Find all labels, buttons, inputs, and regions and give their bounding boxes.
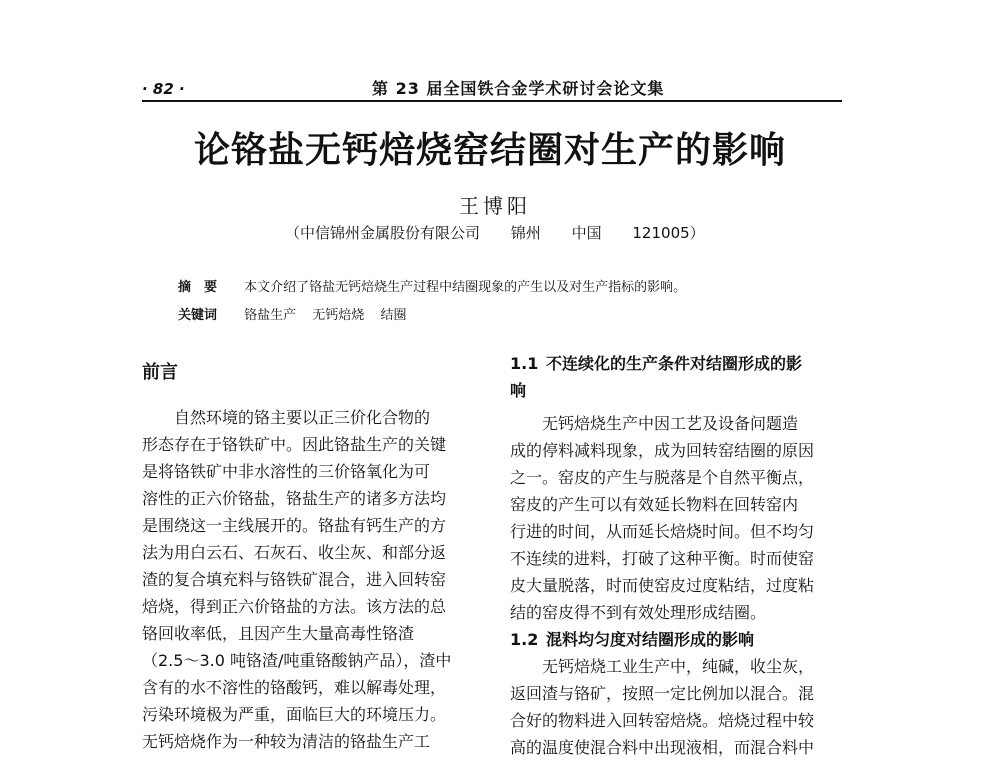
keyword: 铬盐生产 <box>244 308 297 323</box>
section-title: 不连续化的生产条件对结圈形成的影 <box>546 354 803 373</box>
section-heading-1-1 <box>510 350 855 377</box>
affiliation-postcode: 121005） <box>632 224 705 242</box>
body-line: 高的温度使混合料中出现液相，而混合料中 <box>510 738 815 757</box>
header-rule <box>142 100 842 102</box>
body-line: 无钙焙烧工业生产中，纯碱，收尘灰， <box>510 657 815 676</box>
body-line: 窑皮的产生可以有效延长物料在回转窑内 <box>510 495 799 514</box>
section-heading-1-2 <box>510 626 855 653</box>
body-line: 形态存在于铬铁矿中。因此铬盐生产的关键 <box>142 435 447 454</box>
body-line: 行进的时间，从而延长焙烧时间。但不均匀 <box>510 522 815 541</box>
author-affiliation <box>285 222 731 243</box>
body-line: 合好的物料进入回转窑焙烧。焙烧过程中较 <box>510 711 815 730</box>
body-line: 溶性的正六价铬盐，铬盐生产的诸多方法均 <box>142 489 447 508</box>
running-head: 第 23 届全国铁合金学术研讨会论文集 <box>372 79 665 98</box>
body-line: 返回渣与铬矿，按照一定比例加以混合。混 <box>510 684 815 703</box>
body-line: 是将铬铁矿中非水溶性的三价铬氧化为可 <box>142 462 431 481</box>
left-column-body <box>142 404 487 755</box>
section-heading-1-1-cont <box>510 377 855 404</box>
abstract-text: 本文介绍了铬盐无钙焙烧生产过程中结圈现象的产生以及对生产指标的影响。 <box>244 280 687 295</box>
right-column-body <box>510 350 855 761</box>
section-title: 混料均匀度对结圈形成的影响 <box>546 630 755 649</box>
keyword: 无钙焙烧 <box>312 308 365 323</box>
body-line: 焙烧，得到正六价铬盐的方法。该方法的总 <box>142 597 447 616</box>
article-author: 王博阳 <box>459 194 531 218</box>
body-line: （2.5～3.0 吨铬渣/吨重铬酸钠产品），渣中 <box>142 651 452 670</box>
body-line: 不连续的进料，打破了这种平衡。时而使窑 <box>510 549 815 568</box>
page-number: · 82 · <box>142 80 185 98</box>
affiliation-city: 锦州 <box>510 224 541 242</box>
body-line: 含有的水不溶性的铬酸钙，难以解毒处理， <box>142 678 447 697</box>
body-line: 之一。窑皮的产生与脱落是个自然平衡点， <box>510 468 815 487</box>
section-number: 1.1 <box>510 354 539 373</box>
body-line: 结的窑皮得不到有效处理形成结圈。 <box>510 603 767 622</box>
keywords-label: 关键词 <box>178 308 218 323</box>
keyword: 结圈 <box>380 308 407 323</box>
body-line: 是围绕这一主线展开的。铬盐有钙生产的方 <box>142 516 447 535</box>
keywords <box>178 304 418 323</box>
affiliation-country: 中国 <box>571 224 602 242</box>
section-title: 响 <box>510 381 527 400</box>
body-line: 成的停料减料现象，成为回转窑结圈的原因 <box>510 441 815 460</box>
body-line: 无钙焙烧作为一种较为清洁的铬盐生产工 <box>142 732 431 751</box>
body-line: 皮大量脱落，时而使窑皮过度粘结，过度粘 <box>510 576 815 595</box>
body-line: 自然环境的铬主要以正三价化合物的 <box>142 408 431 427</box>
abstract-label: 摘 要 <box>178 280 218 295</box>
affiliation-organization: （中信锦州金属股份有限公司 <box>285 224 481 242</box>
body-line: 铬回收率低，且因产生大量高毒性铬渣 <box>142 624 415 643</box>
abstract <box>178 276 686 295</box>
body-line: 污染环境极为严重，面临巨大的环境压力。 <box>142 705 447 724</box>
body-line: 渣的复合填充料与铬铁矿混合，进入回转窑 <box>142 570 447 589</box>
section-heading-preface: 前言 <box>142 362 178 383</box>
body-line: 法为用白云石、石灰石、收尘灰、和部分返 <box>142 543 447 562</box>
section-number: 1.2 <box>510 630 539 649</box>
body-line: 无钙焙烧生产中因工艺及设备问题造 <box>510 414 799 433</box>
article-title: 论铬盐无钙焙烧窑结圈对生产的影响 <box>193 130 786 171</box>
